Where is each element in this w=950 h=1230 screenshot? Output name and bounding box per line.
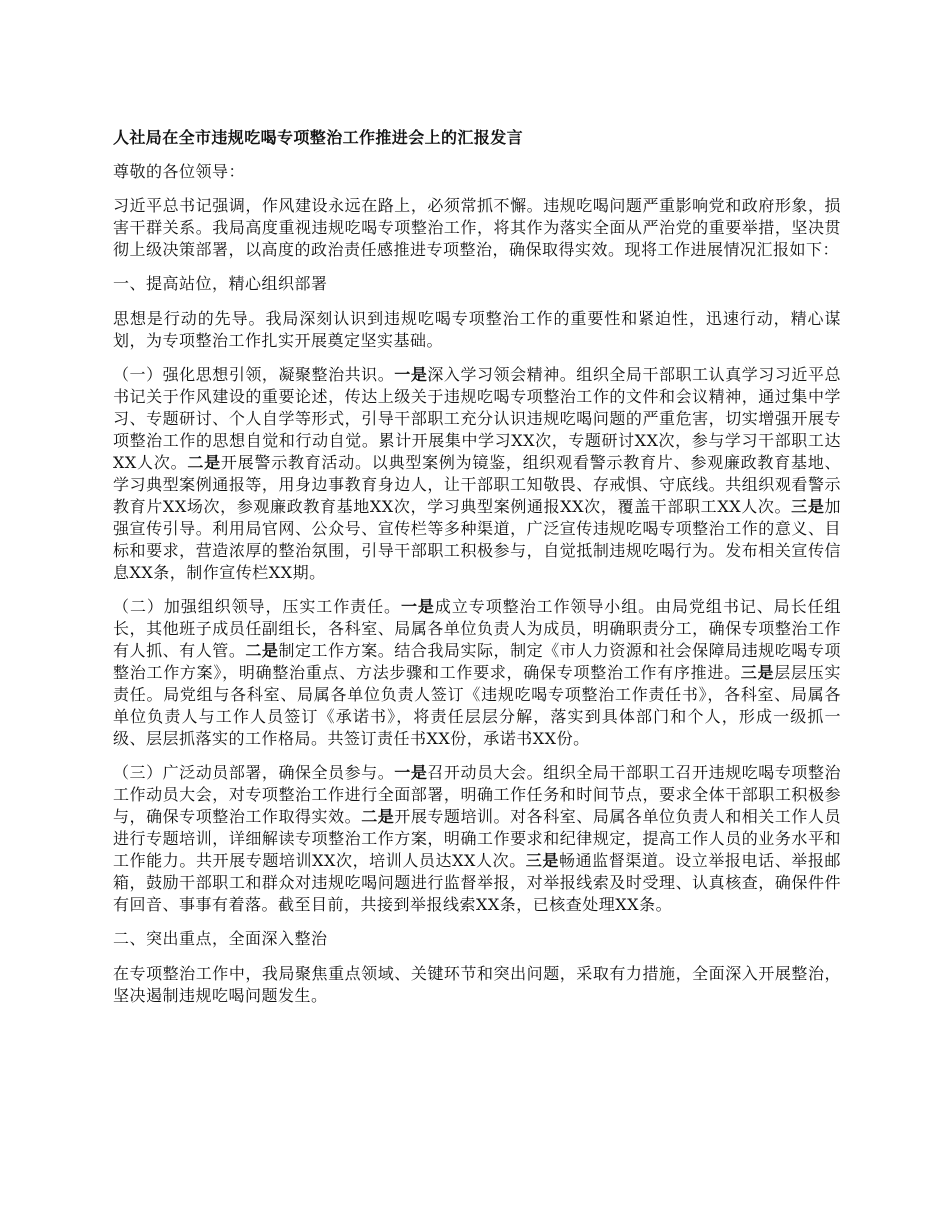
point-3-text: 加强宣传引导。利用局官网、公众号、宣传栏等多种渠道，广泛宣传违规吃喝专项整治工作的意义、目标和要求，营造浓厚的整治氛围，引导干部职工积极参与，自觉抵制违规吃喝行为。发布相关宣传信息XX条，制作宣传栏XX期。 (113, 497, 841, 582)
point-1-keyword: 一是 (394, 763, 428, 782)
subsection-1-paragraph (113, 364, 841, 584)
point-2-keyword: 二是 (361, 807, 395, 826)
point-1-text: 召开动员大会。组织全局干部职工召开违规吃喝专项整治工作动员大会，对专项整治工作进行全面部署，明确工作任务和时间节点，要求全体干部职工积极参与，确保专项整治工作取得实效。 (113, 763, 841, 826)
subsection-2-paragraph (113, 596, 841, 750)
salutation: 尊敬的各位领导： (113, 162, 246, 181)
section-1-heading: 一、提高站位，精心组织部署 (113, 274, 328, 293)
point-1-text: 成立专项整治工作领导小组。由局党组书记、局长任组长，其他班子成员任副组长，各科室、局属各单位负责人为成员，明确职责分工，确保专项整治工作有人抓、有人管。 (113, 597, 841, 660)
section-2-lead-paragraph: 在专项整治工作中，我局聚焦重点领域、关键环节和突出问题，采取有力措施，全面深入开展整治，坚决遏制违规吃喝问题发生。 (113, 964, 841, 1005)
point-2-keyword: 二是 (187, 453, 221, 472)
document-title: 人社局在全市违规吃喝专项整治工作推进会上的汇报发言 (113, 128, 524, 147)
point-1-keyword: 一是 (394, 365, 428, 384)
subsection-1-heading: （一）强化思想引领，凝聚整治共识。 (113, 365, 395, 384)
point-1-text: 深入学习领会精神。组织全局干部职工认真学习习近平总书记关于作风建设的重要论述，传达上级关于违规吃喝专项整治工作的文件和会议精神，通过集中学习、专题研讨、个人自学等形式，引导干部职工充分认识违规吃喝问题的严重危害，切实增强开展专项整治工作的思想自觉和行动自觉。累计开展集中学习XX次，专题研讨XX次，参与学习干部职工达XX人次。 (113, 365, 841, 472)
point-3-keyword: 三是 (740, 663, 775, 682)
point-2-text: 开展警示教育活动。以典型案例为镜鉴，组织观看警示教育片、参观廉政教育基地、学习典型案例通报等，用身边事教育身边人，让干部职工知敬畏、存戒惧、守底线。共组织观看警示教育片XX场次，参观廉政教育基地XX次，学习典型案例通报XX次，覆盖干部职工XX人次。 (113, 453, 841, 516)
point-1-keyword: 一是 (400, 597, 435, 616)
subsection-2-heading: （二）加强组织领导，压实工作责任。 (113, 597, 401, 616)
point-3-keyword: 三是 (525, 851, 559, 870)
point-3-keyword: 三是 (791, 497, 825, 516)
section-1-lead-paragraph: 思想是行动的先导。我局深刻认识到违规吃喝专项整治工作的重要性和紧迫性，迅速行动，精心谋划，为专项整治工作扎实开展奠定坚实基础。 (113, 309, 841, 350)
point-3-text: 层层压实责任。局党组与各科室、局属各单位负责人签订《违规吃喝专项整治工作责任书》，各科室、局属各单位负责人与工作人员签订《承诺书》，将责任层层分解，落实到具体部门和个人，形成一级抓一级、层层抓落实的工作格局。共签订责任书XX份，承诺书XX份。 (113, 663, 841, 748)
intro-paragraph: 习近平总书记强调，作风建设永远在路上，必须常抓不懈。违规吃喝问题严重影响党和政府形象，损害干群关系。我局高度重视违规吃喝专项整治工作，将其作为落实全面从严治党的重要举措，坚决贯彻上级决策部署，以高度的政治责任感推进专项整治，确保取得实效。现将工作进展情况汇报如下： (113, 196, 841, 259)
document-page (113, 127, 841, 1019)
subsection-3-heading: （三）广泛动员部署，确保全员参与。 (113, 763, 395, 782)
subsection-3-paragraph (113, 762, 841, 916)
section-2-heading: 二、突出重点，全面深入整治 (113, 929, 328, 948)
point-2-text: 制定工作方案。结合我局实际，制定《市人力资源和社会保障局违规吃喝专项整治工作方案》，明确整治重点、方法步骤和工作要求，确保专项整治工作有序推进。 (113, 641, 841, 682)
point-2-keyword: 二是 (245, 641, 279, 660)
point-3-text: 畅通监督渠道。设立举报电话、举报邮箱，鼓励干部职工和群众对违规吃喝问题进行监督举报，对举报线索及时受理、认真核查，确保件件有回音、事事有着落。截至目前，共接到举报线索XX条，已核查处理XX条。 (113, 851, 841, 914)
point-2-text: 开展专题培训。对各科室、局属各单位负责人和相关工作人员进行专题培训，详细解读专项整治工作方案，明确工作要求和纪律规定，提高工作人员的业务水平和工作能力。共开展专题培训XX次，培训人员达XX人次。 (113, 807, 841, 870)
